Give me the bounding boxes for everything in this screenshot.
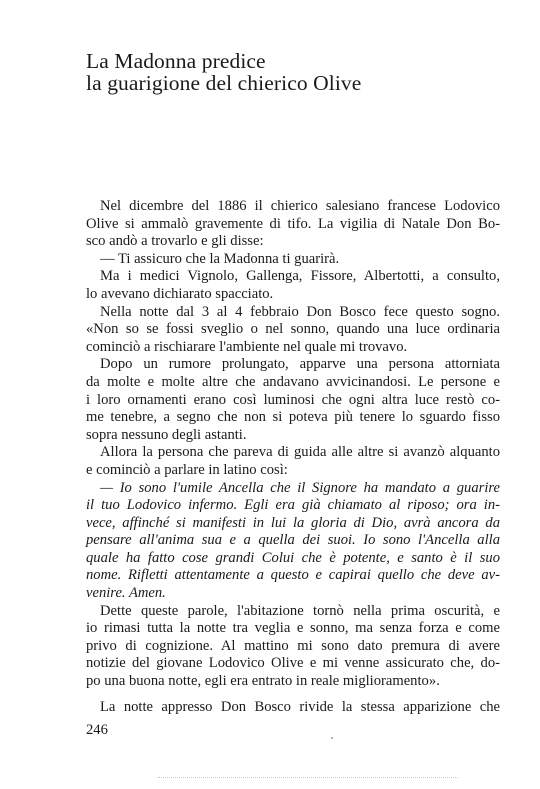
text-line: — Ti assicuro che la Madonna ti guarirà.: [100, 250, 340, 267]
text-line: Nel dicembre del 1886 il chierico salesiano francese Lodovico: [100, 198, 500, 214]
text-line: — Io sono l'umile Ancella che il Signore ha mandato a guarire: [100, 479, 500, 496]
scan-speck: [331, 737, 333, 739]
paragraph-gap: [86, 691, 500, 699]
text-line: venire. Amen.: [86, 585, 166, 602]
text-line: io rimasi tutta la notte tra veglia e sonno, ma senza forza e come: [86, 620, 500, 637]
text-line: pensare all'anima sua e a quella dei suoi. Io sono l'Ancella alla: [86, 532, 500, 549]
chapter-title-line-1: La Madonna predice: [86, 49, 266, 73]
text-line: vece, affinché si manifesti in lui la gloria di Dio, avrà ancora da: [86, 514, 500, 531]
page-number: 246: [86, 722, 108, 738]
text-line: notizie del giovane Lodovico Olive e mi venne assicurato che, do-: [86, 655, 500, 672]
text-line: sopra nessuno degli astanti.: [86, 426, 247, 443]
text-line: privo di cognizione. Al mattino mi sono dato premura di avere: [86, 637, 500, 654]
text-line: me tenebre, a segno che non si poteva più tenere lo sguardo fisso: [86, 409, 500, 426]
chapter-title: [86, 50, 506, 94]
text-line: Ma i medici Vignolo, Gallenga, Fissore, Albertotti, a consulto,: [100, 268, 500, 285]
text-line: Nella notte dal 3 al 4 febbraio Don Bosco fece questo sogno.: [100, 303, 500, 320]
text-line: Dette queste parole, l'abitazione tornò nella prima oscurità, e: [100, 602, 500, 619]
text-line: La notte appresso Don Bosco rivide la stessa apparizione che: [100, 698, 500, 715]
text-line: Olive si ammalò gravemente di tifo. La vigilia di Natale Don Bo-: [86, 215, 500, 232]
text-line: cominciò a rischiarare l'ambiente nel quale mi trovavo.: [86, 338, 408, 355]
text-line: «Non so se fossi sveglio o nel sonno, quando una luce ordinaria: [86, 321, 500, 338]
text-line: da molte e molte altre che andavano avvicinandosi. Le persone e: [86, 373, 500, 390]
text-line: Allora la persona che pareva di guida alle altre si avanzò alquanto: [100, 444, 500, 461]
text-line: nome. Rifletti attentamente a questo e capirai quello che deve av-: [86, 567, 500, 584]
text-line: il tuo Lodovico infermo. Egli era già chiamato al riposo; ora in-: [86, 497, 500, 514]
chapter-title-line-2: la guarigione del chierico Olive: [86, 71, 362, 95]
scan-edge-rule: [158, 777, 458, 779]
body-text: [86, 198, 500, 716]
text-line: quale ha fatto cose grandi Colui che è potente, e santo è il suo: [86, 549, 500, 566]
text-line: po una buona notte, egli era entrato in reale miglioramento».: [86, 673, 440, 690]
text-line: Dopo un rumore prolungato, apparve una persona attorniata: [100, 356, 500, 373]
text-line: sco andò a trovarlo e gli disse:: [86, 233, 264, 250]
text-line: i loro ornamenti erano così luminosi che ogni altra luce restò co-: [86, 391, 500, 408]
text-line: lo avevano dichiarato spacciato.: [86, 285, 274, 302]
text-line: e cominciò a parlare in latino così:: [86, 461, 288, 478]
